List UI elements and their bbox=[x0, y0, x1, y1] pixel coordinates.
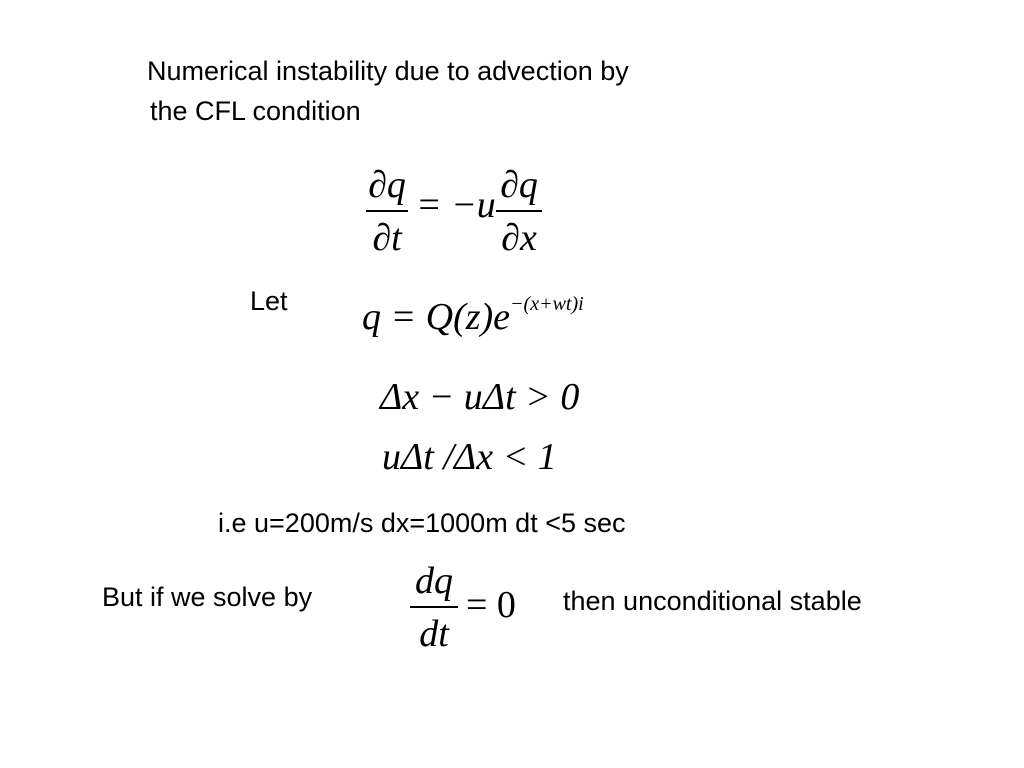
bottom-numerator: dq bbox=[415, 560, 453, 602]
advection-rhs-denominator: ∂x bbox=[501, 217, 537, 259]
example-values: i.e u=200m/s dx=1000m dt <5 sec bbox=[218, 508, 626, 538]
title-line-1: Numerical instability due to advection by bbox=[147, 56, 629, 86]
advection-lhs-numerator: ∂q bbox=[368, 164, 406, 206]
solution-equation bbox=[362, 293, 584, 338]
cfl-inequality-1: Δx − uΔt > 0 bbox=[380, 376, 580, 418]
advection-rhs-fraction bbox=[496, 166, 542, 257]
solution-main: q = Q(z)e bbox=[362, 296, 511, 338]
advection-lhs-denominator: ∂t bbox=[372, 217, 402, 259]
bottom-denominator: dt bbox=[419, 613, 449, 655]
title-line-2: the CFL condition bbox=[150, 96, 361, 126]
fraction-bar bbox=[496, 210, 542, 212]
fraction-bar bbox=[410, 606, 458, 608]
let-label: Let bbox=[250, 286, 288, 316]
bottom-prefix: But if we solve by bbox=[102, 582, 313, 612]
bottom-suffix: then unconditional stable bbox=[563, 586, 862, 616]
bottom-fraction bbox=[410, 562, 458, 653]
cfl-inequality-2: uΔt /Δx < 1 bbox=[382, 436, 557, 478]
advection-lhs-fraction bbox=[366, 166, 408, 257]
advection-equals-minus-u: = −u bbox=[416, 184, 496, 226]
solution-exponent: −(x+wt)i bbox=[510, 293, 584, 315]
fraction-bar bbox=[366, 210, 408, 212]
advection-rhs-numerator: ∂q bbox=[500, 164, 538, 206]
bottom-equals-zero: = 0 bbox=[466, 584, 516, 626]
